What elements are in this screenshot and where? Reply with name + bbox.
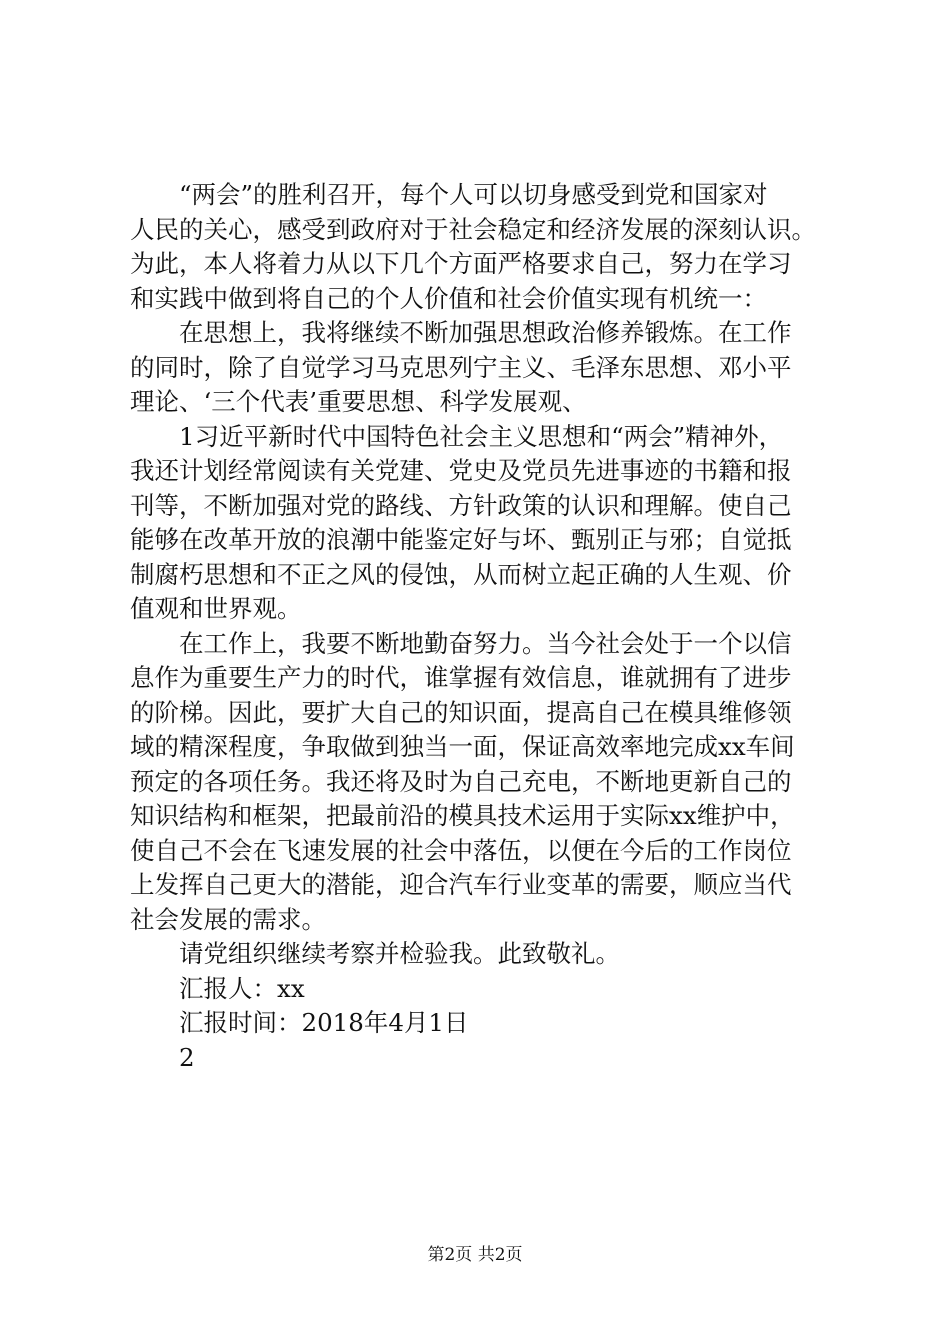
text-line: 知识结构和框架，把最前沿的模具技术运用于实际xx维护中，: [130, 801, 795, 830]
text-line: 息作为重要生产力的时代，谁掌握有效信息，谁就拥有了进步: [130, 663, 792, 692]
closing-line: 请党组织继续考察并检验我。此致敬礼。: [179, 939, 620, 968]
text-line: “两会”的胜利召开，每个人可以切身感受到党和国家对: [179, 180, 768, 209]
text-line: 预定的各项任务。我还将及时为自己充电，不断地更新自己的: [130, 766, 792, 796]
text-line: 理论、‘三个代表’重要思想、科学发展观、: [130, 387, 587, 416]
text-line: 的阶梯。因此，要扩大自己的知识面，提高自己在模具维修领: [130, 697, 792, 727]
text-line: 的同时，除了自觉学习马克思列宁主义、毛泽东思想、邓小平: [130, 352, 792, 382]
text-line: 在工作上，我要不断地勤奋努力。当今社会处于一个以信: [179, 628, 792, 658]
text-line: 制腐朽思想和不正之风的侵蚀，从而树立起正确的人生观、价: [130, 559, 792, 589]
report-date-line: 汇报时间：2018年4月1日: [179, 1008, 469, 1037]
text-line: 人民的关心，感受到政府对于社会稳定和经济发展的深刻认识。: [130, 214, 816, 244]
text-line: 刊等，不断加强对党的路线、方针政策的认识和理解。使自己: [130, 490, 792, 520]
page-marker: 2: [179, 1042, 195, 1072]
text-line: 域的精深程度，争取做到独当一面，保证高效率地完成xx车间: [130, 732, 795, 761]
text-line: 在思想上，我将继续不断加强思想政治修养锻炼。在工作: [179, 318, 792, 347]
text-line: 为此，本人将着力从以下几个方面严格要求自己，努力在学习: [130, 249, 792, 278]
text-line: 1习近平新时代中国特色社会主义思想和“两会”精神外，: [179, 421, 784, 451]
text-line: 能够在改革开放的浪潮中能鉴定好与坏、甄别正与邪；自觉抵: [130, 525, 792, 554]
text-line: 使自己不会在飞速发展的社会中落伍，以便在今后的工作岗位: [130, 835, 792, 865]
text-line: 上发挥自己更大的潜能，迎合汽车行业变革的需要，顺应当代: [130, 870, 792, 899]
text-line: 和实践中做到将自己的个人价值和社会价值实现有机统一：: [130, 283, 767, 313]
report-body: [130, 178, 830, 1075]
reporter-line: 汇报人：xx: [179, 973, 305, 1003]
text-line: 值观和世界观。: [130, 594, 302, 623]
text-line: 社会发展的需求。: [130, 904, 326, 934]
text-line: 我还计划经常阅读有关党建、党史及党员先进事迹的书籍和报: [130, 456, 792, 485]
page-footer: 第2页 共2页: [427, 1245, 523, 1265]
